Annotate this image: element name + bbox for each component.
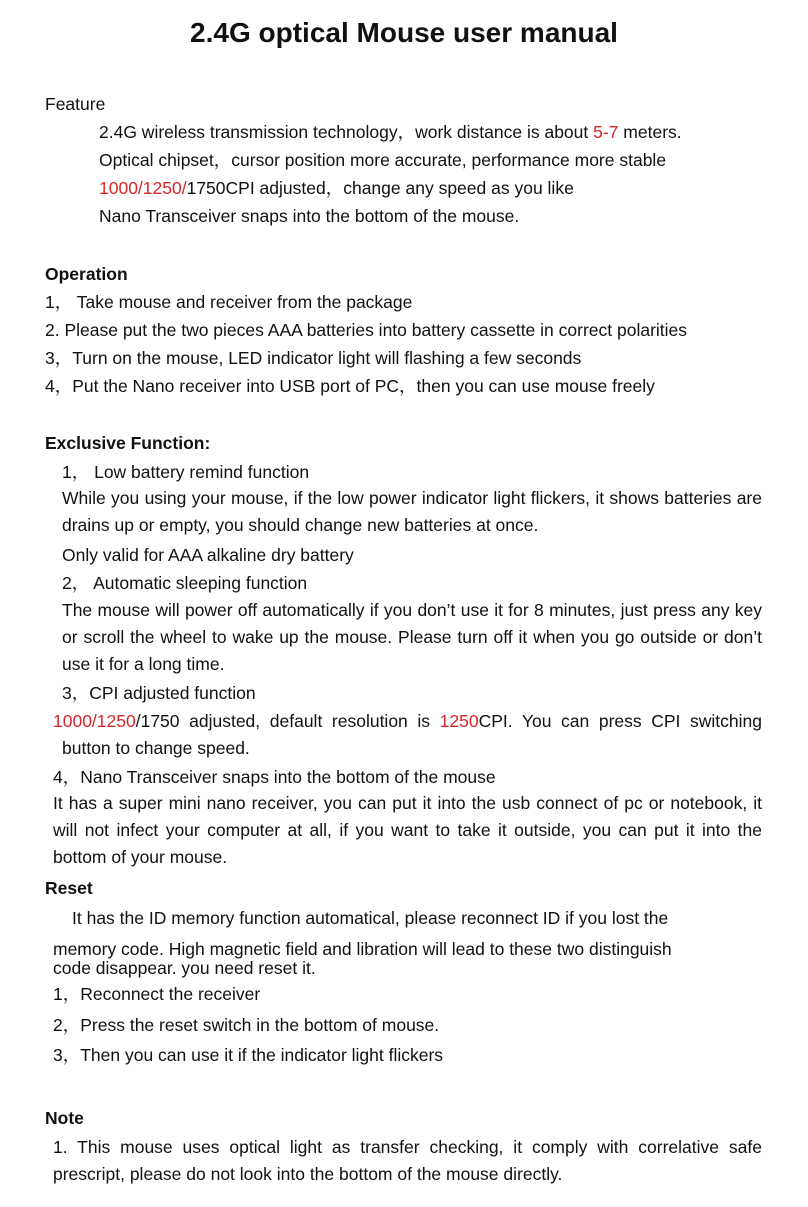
function-3-line-2: button to change speed. xyxy=(62,738,250,758)
feature-heading: Feature xyxy=(45,94,106,114)
function-3-line-1 xyxy=(53,711,762,731)
reset-step-2: 2，Press the reset switch in the bottom of mouse. xyxy=(53,1015,440,1035)
feature-item-2: Optical chipset，cursor position more accurate, performance more stable xyxy=(99,150,667,170)
document-title: 2.4G optical Mouse user manual xyxy=(190,17,618,48)
function-2-body: The mouse will power off automatically if you don’t use it for 8 minutes, just press any key or scroll the wheel to wake up the mouse. Please turn off it when you go outside or don’t use it for a long time. xyxy=(62,600,762,674)
feature-item-1-text-b: meters. xyxy=(618,122,682,142)
reset-step-3: 3，Then you can use it if the indicator light flickers xyxy=(53,1045,444,1065)
feature-item-1 xyxy=(99,122,682,142)
operation-heading: Operation xyxy=(45,264,128,284)
feature-item-1-text-a: 2.4G wireless transmission technology，work distance is about xyxy=(99,122,594,142)
feature-item-4: Nano Transceiver snaps into the bottom of the mouse. xyxy=(99,206,520,226)
function-2-title: 2， Automatic sleeping function xyxy=(62,573,308,593)
feature-item-3 xyxy=(99,178,574,198)
function-3-text-a: /1750 adjusted, default resolution is xyxy=(135,711,440,731)
function-1-note: Only valid for AAA alkaline dry battery xyxy=(62,545,354,565)
reset-paragraph-1: It has the ID memory function automatical, please reconnect ID if you lost the xyxy=(72,908,669,928)
function-3-title: 3，CPI adjusted function xyxy=(62,683,256,703)
note-heading: Note xyxy=(45,1108,84,1128)
reset-paragraph-3: code disappear. you need reset it. xyxy=(53,958,316,978)
operation-step-3: 3，Turn on the mouse, LED indicator light will flashing a few seconds xyxy=(45,348,582,368)
feature-distance-highlight: 5-7 xyxy=(593,122,619,142)
exclusive-heading: Exclusive Function: xyxy=(45,433,211,453)
function-4-body: It has a super mini nano receiver, you can put it into the usb connect of pc or notebook, it will not infect your computer at all, if you want to take it outside, you can put it into the bottom of your mouse. xyxy=(53,793,762,867)
reset-paragraph-2: memory code. High magnetic field and libration will lead to these two distinguish xyxy=(53,939,672,959)
feature-cpi-highlight: 1000/1250/ xyxy=(99,178,187,198)
function-3-cpi-highlight: 1000/1250 xyxy=(53,711,136,731)
operation-step-1: 1， Take mouse and receiver from the package xyxy=(45,292,413,312)
function-4-title: 4，Nano Transceiver snaps into the bottom of the mouse xyxy=(53,767,496,787)
operation-step-2: 2. Please put the two pieces AAA batteries into battery cassette in correct polarities xyxy=(45,320,688,340)
function-3-text-b: CPI. You can press CPI switching xyxy=(478,711,762,731)
feature-item-3-text: 1750CPI adjusted，change any speed as you like xyxy=(186,178,574,198)
function-3-default-highlight: 1250 xyxy=(439,711,479,731)
note-body: 1. This mouse uses optical light as transfer checking, it comply with correlative safe prescript, please do not look into the bottom of the mouse directly. xyxy=(53,1137,762,1184)
reset-heading: Reset xyxy=(45,878,93,898)
function-1-title: 1， Low battery remind function xyxy=(62,462,310,482)
operation-step-4: 4，Put the Nano receiver into USB port of PC，then you can use mouse freely xyxy=(45,376,655,396)
function-1-body: While you using your mouse, if the low power indicator light flickers, it shows batteries are drains up or empty, you should change new batteries at once. xyxy=(62,488,762,535)
reset-step-1: 1，Reconnect the receiver xyxy=(53,984,261,1004)
